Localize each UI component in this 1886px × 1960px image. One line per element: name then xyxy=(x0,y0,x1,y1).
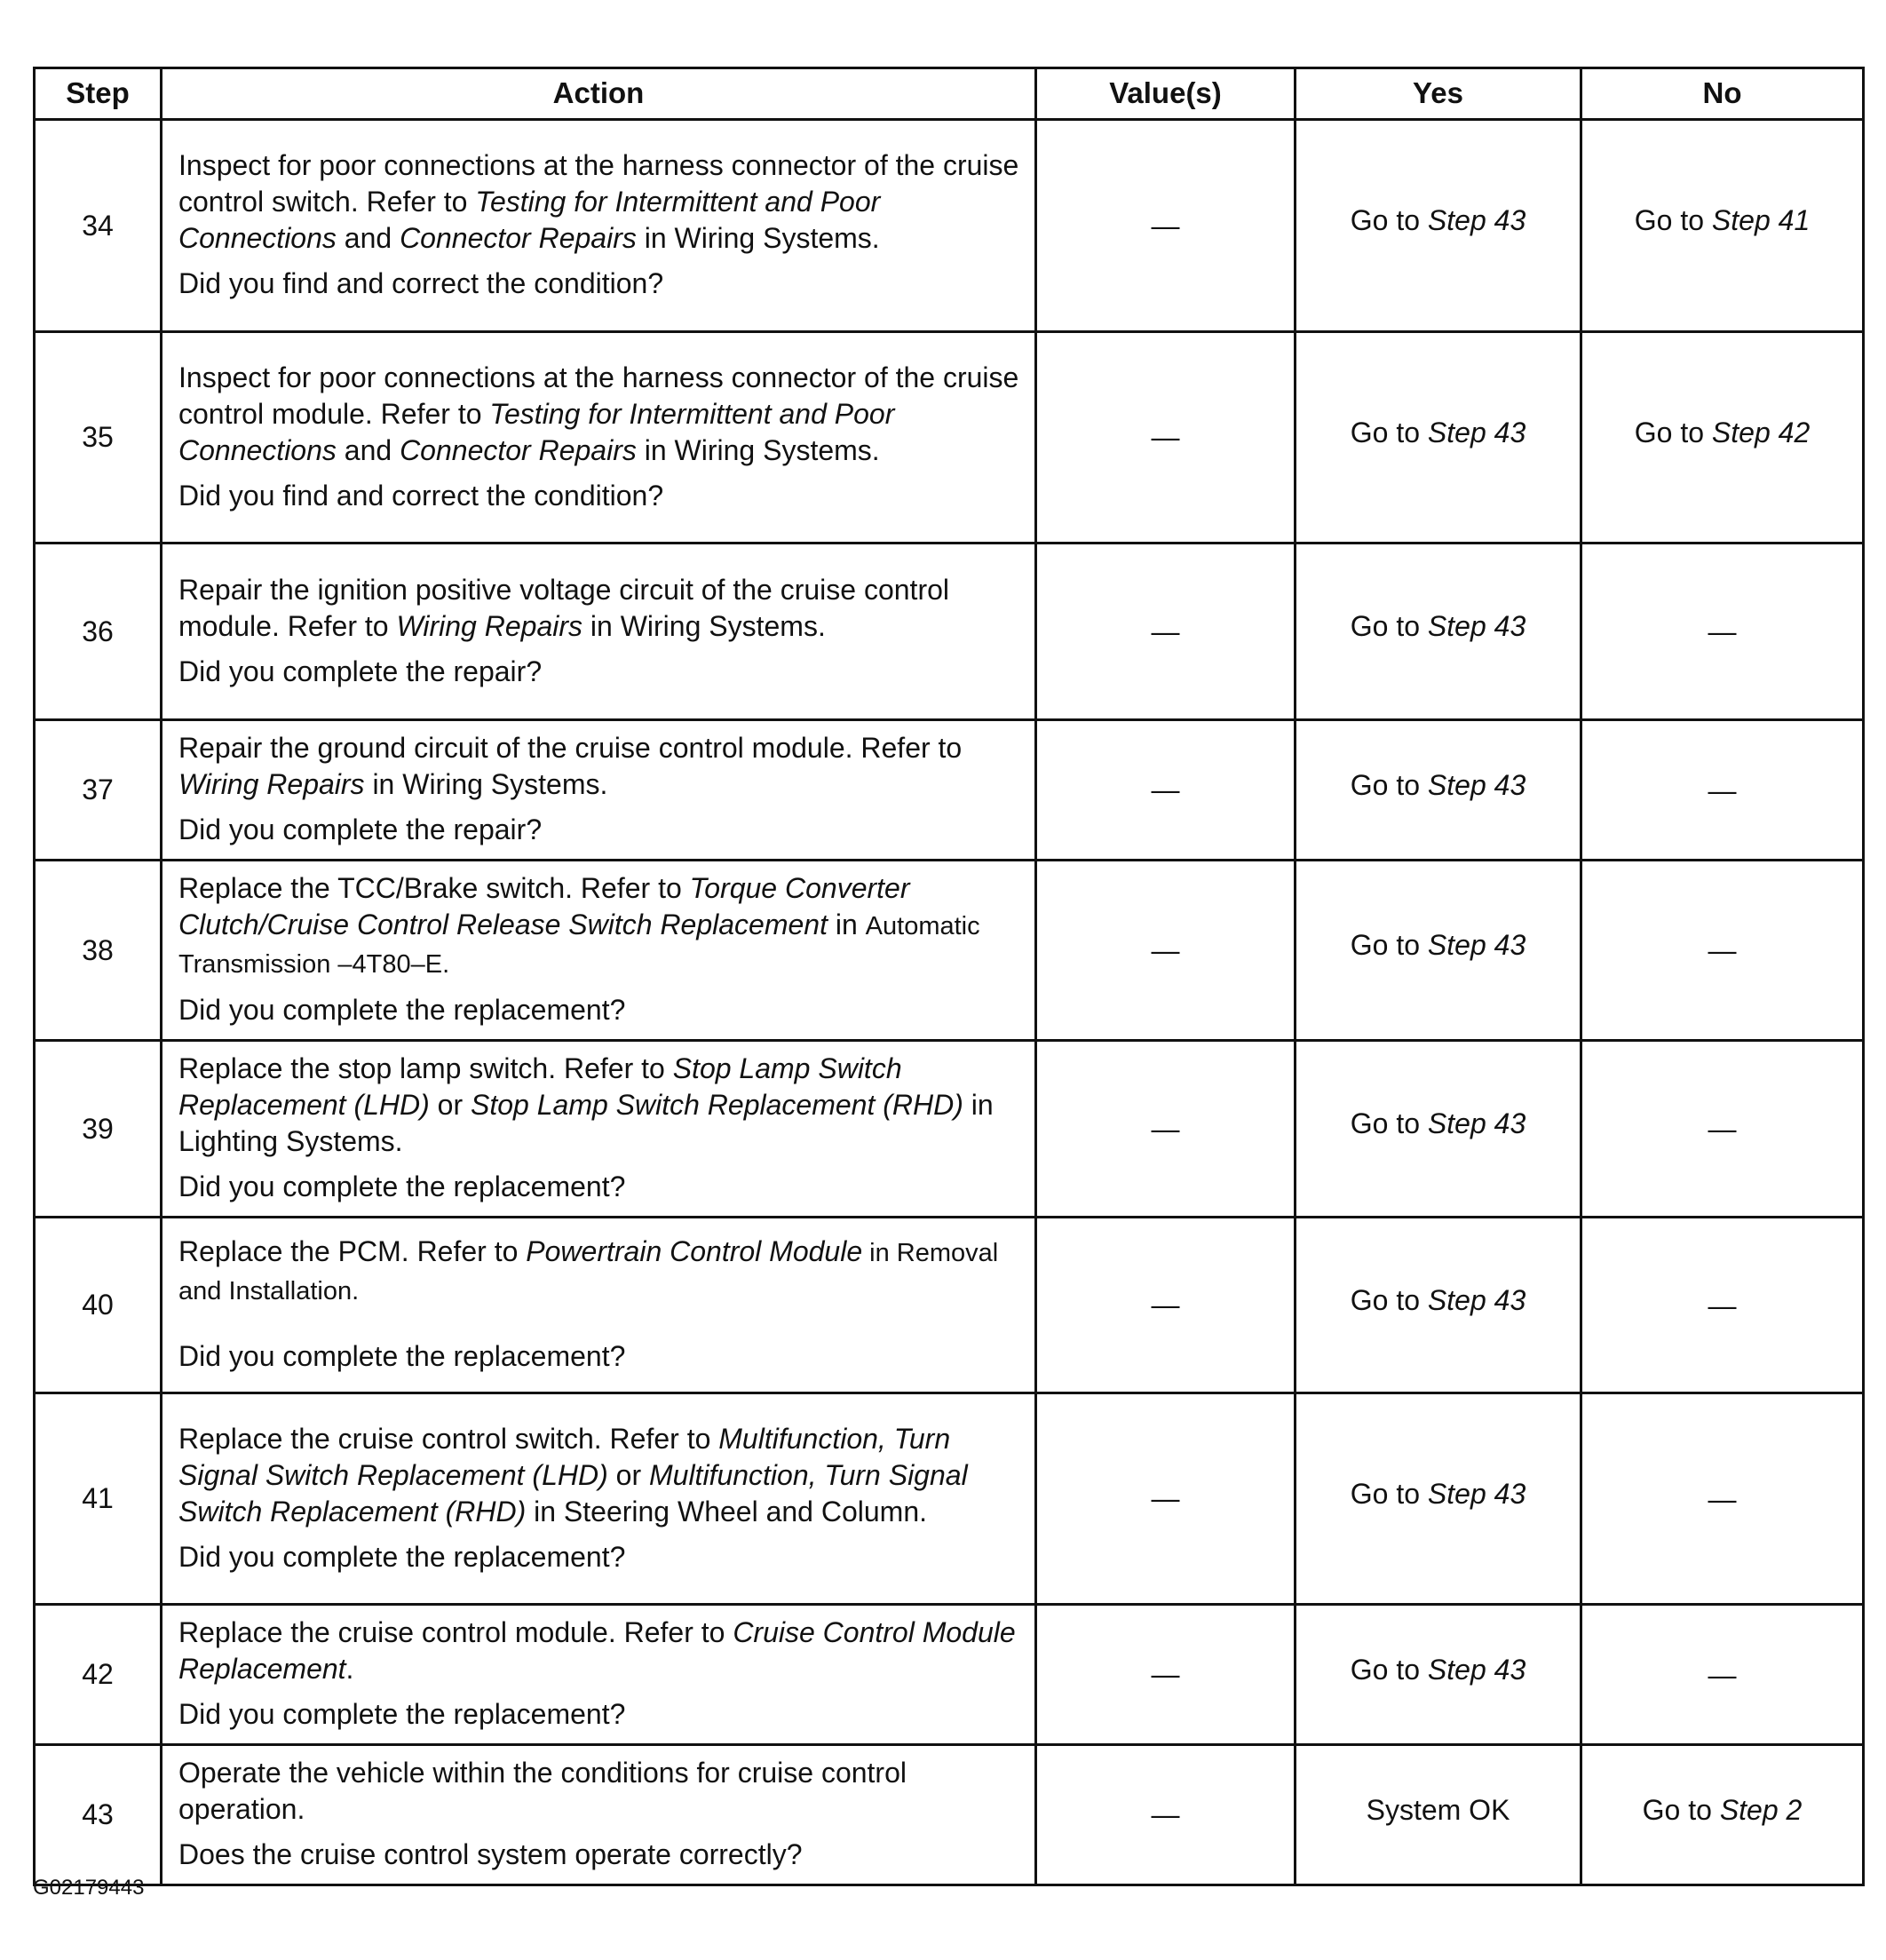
yes-cell xyxy=(1296,861,1581,1041)
step-number: 39 xyxy=(35,1041,162,1218)
instruction-part: Automatic Transmission –4T80–E. xyxy=(178,912,980,979)
reference-link: Connector Repairs xyxy=(400,222,637,254)
step-number: 38 xyxy=(35,861,162,1041)
value-cell: — xyxy=(1036,1745,1296,1885)
yes-prefix: Go to xyxy=(1350,1653,1428,1686)
no-prefix: Go to xyxy=(1642,1793,1720,1826)
step-number: 42 xyxy=(35,1605,162,1745)
value-cell: — xyxy=(1036,1041,1296,1218)
instruction-part: Replace the PCM. Refer to xyxy=(178,1235,527,1267)
yes-step-ref: Step 43 xyxy=(1427,416,1526,448)
yes-cell xyxy=(1296,120,1581,332)
table-row xyxy=(35,720,1864,861)
action-cell xyxy=(162,120,1036,332)
no-prefix: Go to xyxy=(1634,204,1712,236)
value-cell: — xyxy=(1036,720,1296,861)
no-step-ref: Step 2 xyxy=(1719,1793,1803,1826)
yes-prefix: Go to xyxy=(1350,1107,1428,1139)
question-text: Did you complete the replacement? xyxy=(178,1340,626,1372)
yes-prefix: Go to xyxy=(1350,204,1428,236)
table-row xyxy=(35,332,1864,544)
yes-cell xyxy=(1296,1218,1581,1393)
value-cell: — xyxy=(1036,544,1296,720)
reference-link: Cruise Control Module Replacement xyxy=(178,1616,1016,1685)
instruction-text xyxy=(178,1051,1024,1160)
header-yes: Yes xyxy=(1296,68,1581,120)
question-text: Did you find and correct the condition? xyxy=(178,267,664,299)
instruction-part: in Wiring Systems. xyxy=(364,768,608,800)
value-cell: — xyxy=(1036,332,1296,544)
instruction-text xyxy=(178,730,1024,803)
reference-link: Multifunction, Turn Signal Switch Replacement (LHD) xyxy=(178,1422,951,1491)
action-cell xyxy=(162,332,1036,544)
no-cell xyxy=(1581,1745,1864,1885)
action-cell xyxy=(162,1218,1036,1393)
reference-link: Wiring Repairs xyxy=(396,609,582,642)
yes-cell xyxy=(1296,1041,1581,1218)
table-row xyxy=(35,1041,1864,1218)
yes-step-ref: Step 43 xyxy=(1427,1477,1526,1510)
yes-cell xyxy=(1296,544,1581,720)
instruction-part: Replace the cruise control module. Refer to xyxy=(178,1616,733,1648)
value-cell: — xyxy=(1036,1218,1296,1393)
action-cell xyxy=(162,1041,1036,1218)
reference-link: Stop Lamp Switch Replacement (RHD) xyxy=(471,1089,963,1121)
yes-prefix: Go to xyxy=(1350,1477,1428,1510)
instruction-part: or xyxy=(607,1458,649,1491)
reference-link: Testing for Intermittent and Poor Connections xyxy=(178,186,881,254)
step-number: 43 xyxy=(35,1745,162,1885)
instruction-part: in Steering Wheel and Column. xyxy=(526,1495,928,1528)
instruction-text xyxy=(178,360,1024,469)
header-values: Value(s) xyxy=(1036,68,1296,120)
instruction-part: in Wiring Systems. xyxy=(636,433,880,466)
instruction-part: Repair the ground circuit of the cruise control module. Refer to xyxy=(178,732,963,764)
action-cell xyxy=(162,861,1036,1041)
yes-step-ref: Step 43 xyxy=(1427,204,1526,236)
no-cell: — xyxy=(1581,1393,1864,1605)
header-row xyxy=(35,68,1864,120)
reference-link: Powertrain Control Module xyxy=(526,1235,863,1267)
value-cell: — xyxy=(1036,1393,1296,1605)
instruction-part: or xyxy=(429,1089,471,1121)
yes-prefix: Go to xyxy=(1350,1283,1428,1316)
yes-step-ref: Step 43 xyxy=(1427,1283,1526,1316)
instruction-part: Repair the ignition positive voltage circuit of the cruise control module. Refer to xyxy=(178,573,949,642)
instruction-part: Replace the TCC/Brake switch. Refer to xyxy=(178,872,690,904)
yes-step-ref: Step 43 xyxy=(1427,768,1526,801)
no-cell: — xyxy=(1581,861,1864,1041)
reference-link: Testing for Intermittent and Poor Connections xyxy=(178,397,895,466)
table-row xyxy=(35,1393,1864,1605)
table-row xyxy=(35,120,1864,332)
yes-prefix: Go to xyxy=(1350,929,1428,961)
yes-cell xyxy=(1296,1393,1581,1605)
reference-link: Multifunction, Turn Signal Switch Replacement (RHD) xyxy=(178,1458,968,1528)
instruction-part: in xyxy=(827,909,866,940)
step-number: 40 xyxy=(35,1218,162,1393)
step-number: 36 xyxy=(35,544,162,720)
no-step-ref: Step 41 xyxy=(1711,204,1811,236)
reference-link: Torque Converter Clutch/Cruise Control Release Switch Replacement xyxy=(178,872,910,940)
yes-cell: System OK xyxy=(1296,1745,1581,1885)
instruction-text: Operate the vehicle within the conditions for cruise control operation. xyxy=(178,1757,907,1825)
yes-step-ref: Step 43 xyxy=(1427,610,1526,642)
question-text: Did you complete the replacement? xyxy=(178,1170,626,1202)
step-number: 41 xyxy=(35,1393,162,1605)
table-row xyxy=(35,861,1864,1041)
question-text: Did you complete the replacement? xyxy=(178,994,626,1026)
reference-link: Stop Lamp Switch Replacement (LHD) xyxy=(178,1052,902,1121)
no-cell: — xyxy=(1581,544,1864,720)
diagnostic-table xyxy=(33,67,1865,1886)
no-cell xyxy=(1581,332,1864,544)
yes-step-ref: Step 43 xyxy=(1427,1653,1526,1686)
header-action: Action xyxy=(162,68,1036,120)
yes-prefix: Go to xyxy=(1350,610,1428,642)
instruction-text xyxy=(178,870,1024,983)
yes-cell xyxy=(1296,1605,1581,1745)
instruction-text xyxy=(178,572,1024,645)
question-text: Did you complete the repair? xyxy=(178,655,543,687)
no-cell: — xyxy=(1581,1605,1864,1745)
question-text: Does the cruise control system operate correctly? xyxy=(178,1838,803,1870)
value-cell: — xyxy=(1036,1605,1296,1745)
header-no: No xyxy=(1581,68,1864,120)
no-step-ref: Step 42 xyxy=(1711,416,1811,448)
step-number: 35 xyxy=(35,332,162,544)
yes-prefix: Go to xyxy=(1350,768,1428,801)
step-number: 34 xyxy=(35,120,162,332)
no-cell: — xyxy=(1581,720,1864,861)
question-text: Did you complete the repair? xyxy=(178,813,543,845)
table-row xyxy=(35,1218,1864,1393)
figure-code: G02179443 xyxy=(33,1876,145,1900)
question-text: Did you complete the replacement? xyxy=(178,1698,626,1730)
question-text: Did you find and correct the condition? xyxy=(178,479,664,512)
instruction-text xyxy=(178,147,1024,257)
action-cell xyxy=(162,544,1036,720)
action-cell xyxy=(162,1393,1036,1605)
instruction-part: in Lighting Systems. xyxy=(178,1089,994,1157)
instruction-text xyxy=(178,1234,1024,1315)
question-text: Did you complete the replacement? xyxy=(178,1540,626,1573)
instruction-part: . xyxy=(345,1653,354,1685)
reference-link: Connector Repairs xyxy=(400,433,637,466)
no-cell: — xyxy=(1581,1218,1864,1393)
instruction-part: in Wiring Systems. xyxy=(582,609,826,642)
no-cell xyxy=(1581,120,1864,332)
no-cell: — xyxy=(1581,1041,1864,1218)
action-cell xyxy=(162,720,1036,861)
yes-cell xyxy=(1296,332,1581,544)
instruction-part: in Removal and Installation. xyxy=(178,1239,999,1305)
instruction-part: Inspect for poor connections at the harness connector of the cruise control switch. Refer to xyxy=(178,149,1019,218)
instruction-text xyxy=(178,1615,1024,1687)
reference-link: Wiring Repairs xyxy=(178,768,365,800)
table-row xyxy=(35,1745,1864,1885)
instruction-text xyxy=(178,1421,1024,1530)
yes-step-ref: Step 43 xyxy=(1427,929,1526,961)
instruction-part: in Wiring Systems. xyxy=(636,222,880,254)
header-step: Step xyxy=(35,68,162,120)
yes-prefix: Go to xyxy=(1350,416,1428,448)
table-row xyxy=(35,544,1864,720)
yes-step-ref: Step 43 xyxy=(1427,1107,1526,1139)
table-row xyxy=(35,1605,1864,1745)
instruction-part: Inspect for poor connections at the harness connector of the cruise control module. Refer to xyxy=(178,361,1019,430)
value-cell: — xyxy=(1036,120,1296,332)
instruction-part: Replace the stop lamp switch. Refer to xyxy=(178,1052,673,1084)
instruction-part: and xyxy=(336,222,400,254)
instruction-part: Replace the cruise control switch. Refer to xyxy=(178,1422,719,1455)
yes-cell xyxy=(1296,720,1581,861)
step-number: 37 xyxy=(35,720,162,861)
instruction-part: and xyxy=(336,433,400,466)
action-cell xyxy=(162,1745,1036,1885)
action-cell xyxy=(162,1605,1036,1745)
no-prefix: Go to xyxy=(1634,416,1712,448)
value-cell: — xyxy=(1036,861,1296,1041)
